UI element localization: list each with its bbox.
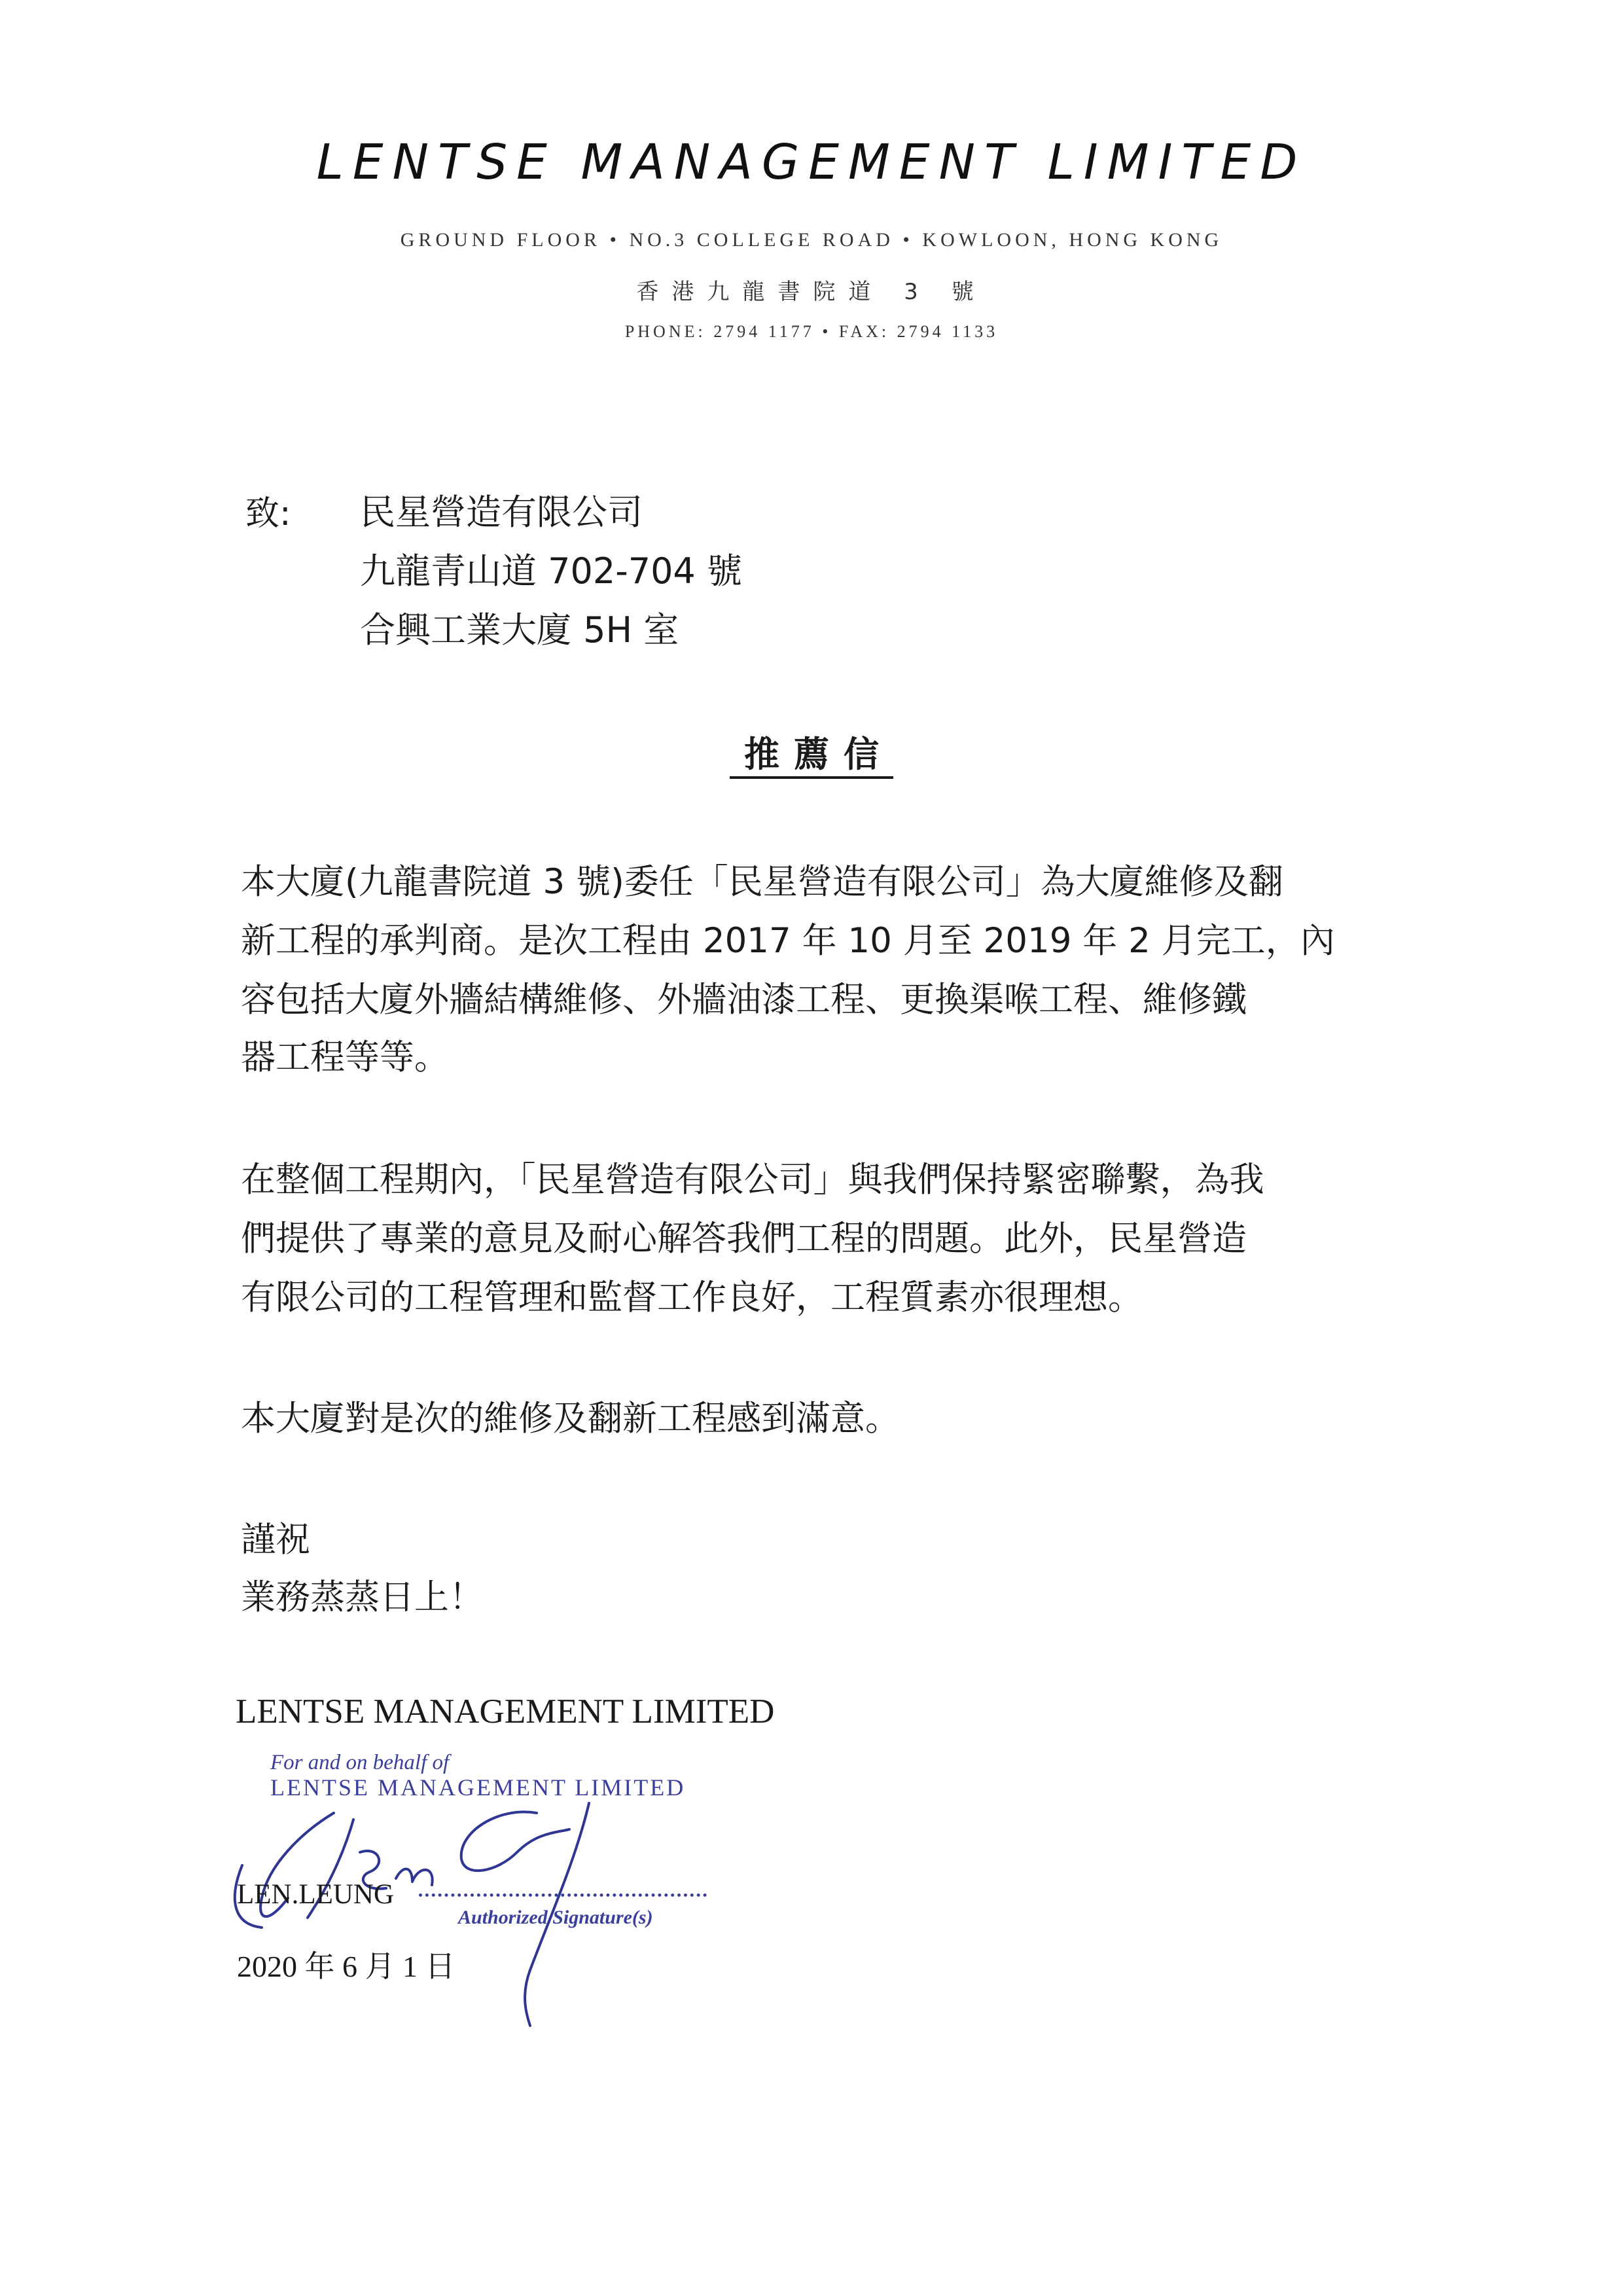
letterhead-company-name: LENTSE MANAGEMENT LIMITED [316,134,1307,190]
letter-title [0,726,1623,777]
body-line: 器工程等等。 [241,1037,449,1077]
body-line: 容包括大廈外牆結構維修、外牆油漆工程、更換渠喉工程、維修鐵 [241,980,1247,1020]
recipient-label: 致: [245,494,291,533]
recipient-line: 九龍青山道 702-704 號 [360,550,742,592]
body-line: 本大廈(九龍書院道 3 號)委任「民星營造有限公司」為大廈維修及翻 [241,862,1283,902]
signer-name: LEN.LEUNG [237,1879,395,1910]
signature-dotted-line [419,1893,707,1897]
closing-line: 謹祝 [241,1520,310,1560]
signoff-company: LENTSE MANAGEMENT LIMITED [236,1693,775,1731]
letter-date: 2020 年 6 月 1 日 [237,1950,455,1983]
letterhead-address-en: GROUND FLOOR • NO.3 COLLEGE ROAD • KOWLOON, HONG KONG [400,229,1223,251]
letterhead-phone-fax: PHONE: 2794 1177 • FAX: 2794 1133 [624,322,999,341]
closing-line: 業務蒸蒸日上！ [241,1577,484,1617]
letter-title-text: 推薦信 [730,734,893,779]
recipient-line: 民星營造有限公司 [360,492,643,533]
body-line: 們提供了專業的意見及耐心解答我們工程的問題。此外，民星營造 [241,1219,1247,1259]
authorized-signature-label: Authorized Signature(s) [458,1907,653,1928]
stamp-on-behalf: For and on behalf of [270,1751,450,1774]
body-line: 本大廈對是次的維修及翻新工程感到滿意。 [241,1399,900,1439]
body-line: 新工程的承判商。是次工程由 2017 年 10 月至 2019 年 2 月完工，內 [241,921,1335,961]
recipient-line: 合興工業大廈 5H 室 [360,609,679,651]
stamp-company: LENTSE MANAGEMENT LIMITED [270,1774,686,1801]
body-line: 在整個工程期內，「民星營造有限公司」與我們保持緊密聯繫，為我 [241,1160,1264,1200]
letterhead-address-zh: 香港九龍書院道 3 號 [636,279,987,305]
body-line: 有限公司的工程管理和監督工作良好，工程質素亦很理想。 [241,1278,1143,1318]
